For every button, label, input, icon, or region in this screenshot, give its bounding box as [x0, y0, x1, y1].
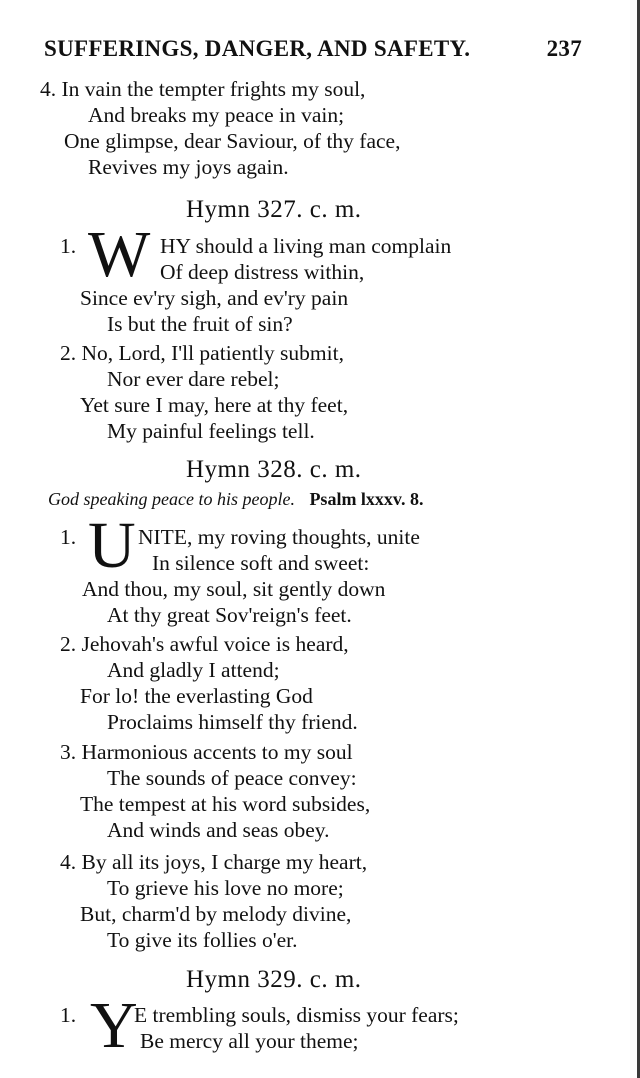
stanza-line: At thy great Sov'reign's feet.	[107, 603, 352, 627]
stanza-line: My painful feelings tell.	[107, 419, 315, 443]
stanza-line: And winds and seas obey.	[107, 818, 330, 842]
verse-number: 4.	[40, 77, 57, 101]
subtitle-text: God speaking peace to his people.	[48, 489, 295, 509]
stanza-line: And gladly I attend;	[107, 658, 280, 682]
stanza-line: Revives my joys again.	[88, 155, 289, 179]
stanza-line	[60, 742, 353, 764]
stanza-line: Since ev'ry sigh, and ev'ry pain	[80, 286, 349, 310]
stanza-line: The tempest at his word subsides,	[80, 792, 371, 816]
stanza-line	[60, 343, 344, 365]
stanza-line: Is but the fruit of sin?	[107, 312, 293, 336]
verse-text: In vain the tempter frights my soul,	[61, 77, 366, 101]
page-number: 237	[546, 36, 582, 61]
hymn-subtitle	[48, 489, 423, 510]
stanza-line: One glimpse, dear Saviour, of thy face,	[64, 129, 401, 153]
header-title: SUFFERINGS, DANGER, AND SAFETY.	[44, 36, 471, 61]
stanza-line: Of deep distress within,	[160, 260, 365, 284]
drop-cap: Y	[90, 989, 138, 1062]
stanza-line: And thou, my soul, sit gently down	[82, 577, 386, 601]
hymn-title: Hymn 329. c. m.	[186, 966, 362, 993]
stanza-line	[40, 79, 365, 101]
stanza-line: To grieve his love no more;	[107, 876, 344, 900]
drop-cap: W	[88, 218, 151, 291]
stanza-line: And breaks my peace in vain;	[88, 103, 345, 127]
hymn-title: Hymn 328. c. m.	[186, 456, 362, 483]
verse-text: Jehovah's awful voice is heard,	[81, 632, 349, 656]
verse-number: 2.	[60, 341, 77, 365]
stanza-line: For lo! the everlasting God	[80, 684, 313, 708]
verse-number: 3.	[60, 740, 77, 764]
stanza-line	[60, 852, 367, 874]
stanza-line: NITE, my roving thoughts, unite	[138, 525, 420, 549]
verse-number: 1.	[60, 234, 77, 258]
verse-text: By all its joys, I charge my heart,	[81, 850, 368, 874]
verse-number: 2.	[60, 632, 77, 656]
stanza-line: Yet sure I may, here at thy feet,	[80, 393, 349, 417]
stanza-line: Proclaims himself thy friend.	[107, 710, 358, 734]
stanza-line: E trembling souls, dismiss your fears;	[134, 1003, 459, 1027]
stanza-line: In silence soft and sweet:	[152, 551, 370, 575]
stanza-line: The sounds of peace convey:	[107, 766, 357, 790]
stanza-line: To give its follies o'er.	[107, 928, 298, 952]
stanza-line: HY should a living man complain	[160, 234, 452, 258]
stanza-line: Be mercy all your theme;	[140, 1029, 359, 1053]
verse-text: Harmonious accents to my soul	[81, 740, 353, 764]
running-header	[44, 36, 584, 62]
stanza-line: But, charm'd by melody divine,	[80, 902, 352, 926]
stanza-line	[60, 634, 349, 656]
verse-number: 4.	[60, 850, 77, 874]
hymn-title: Hymn 327. c. m.	[186, 196, 362, 223]
verse-number: 1.	[60, 1003, 77, 1027]
verse-number: 1.	[60, 525, 77, 549]
scripture-reference: Psalm lxxxv. 8.	[309, 489, 424, 509]
drop-cap: U	[88, 509, 136, 582]
stanza-line: Nor ever dare rebel;	[107, 367, 280, 391]
verse-text: No, Lord, I'll patiently submit,	[81, 341, 344, 365]
